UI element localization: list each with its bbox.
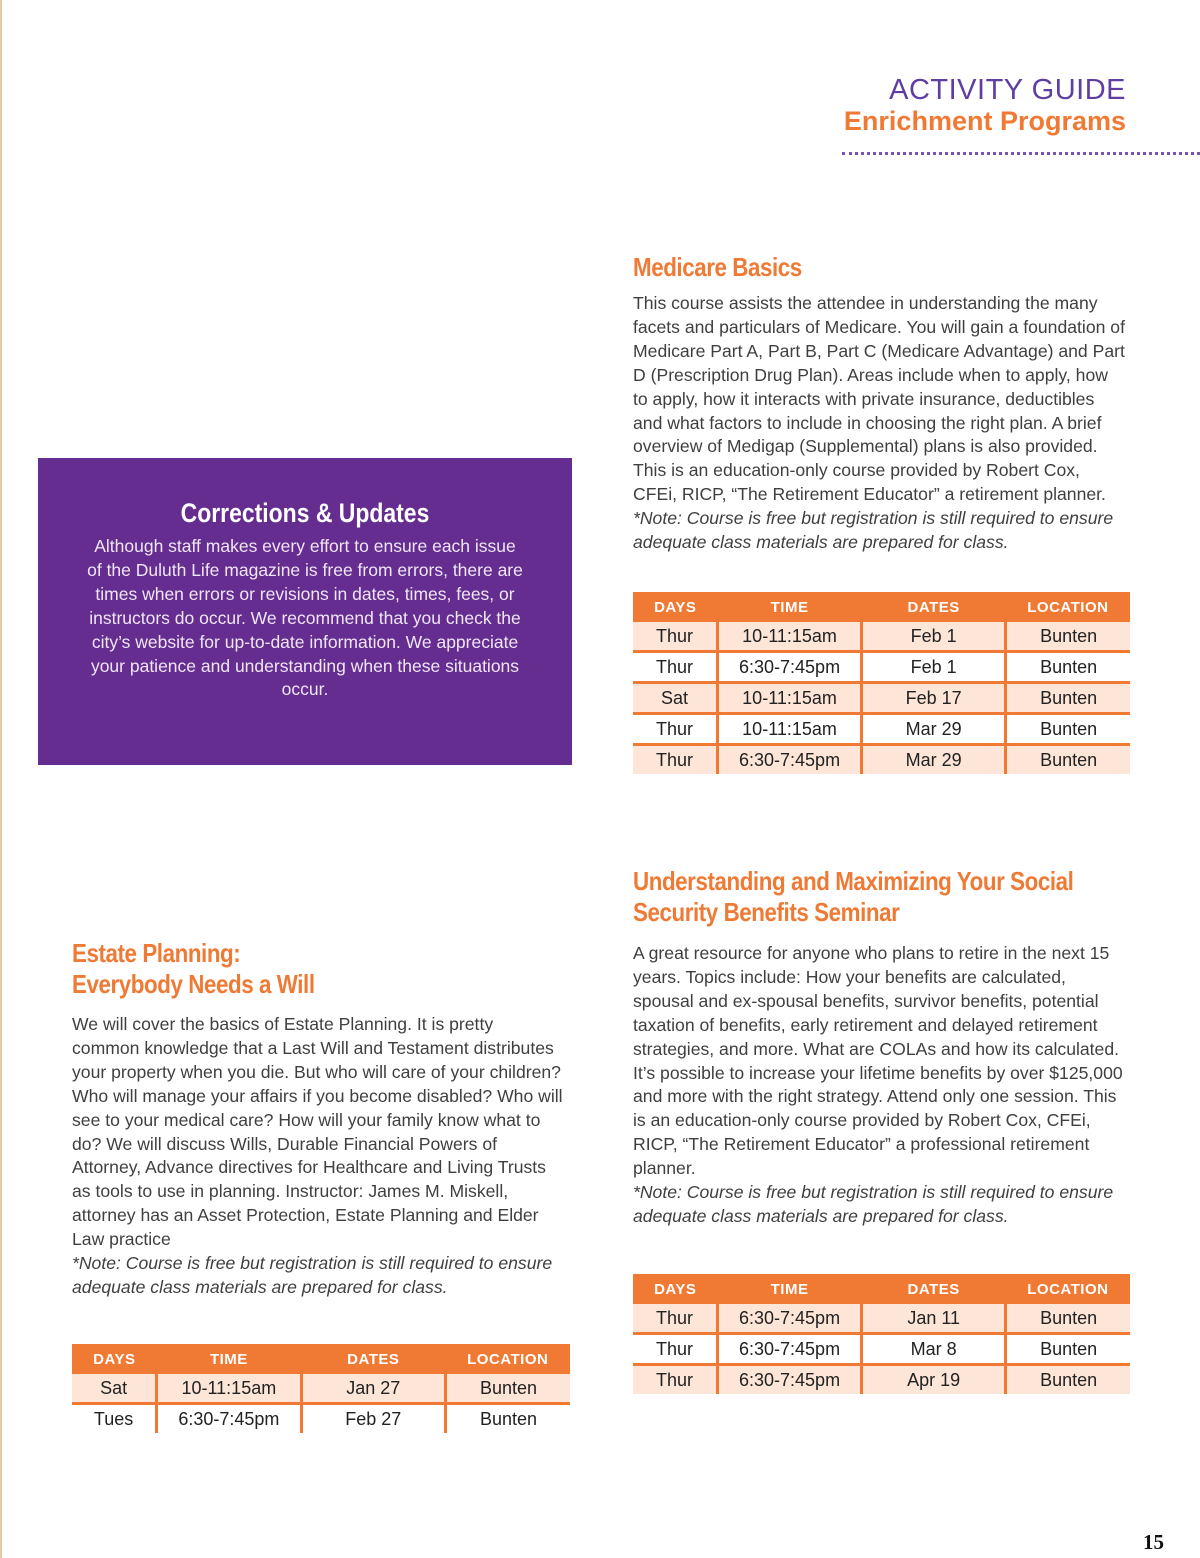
- table-cell: Bunten: [445, 1374, 570, 1404]
- social-security-body2: It’s possible to increase your lifetime benefits by over $125,000 and more with the right strategy. Attend only one session. This is an education-only course provided by Robert Cox, CFEi, RICP, “The Retirement Educator” a professional retirement planner.: [633, 1062, 1123, 1179]
- column-header: DATES: [862, 592, 1006, 622]
- table-cell: 6:30-7:45pm: [717, 1365, 861, 1395]
- medicare-description: [633, 292, 1125, 555]
- table-row: [72, 1404, 570, 1434]
- medicare-note: *Note: Course is free but registration is still required to ensure adequate class materials are prepared for class.: [633, 508, 1114, 553]
- header-divider: [842, 152, 1200, 155]
- social-security-schedule-table: [633, 1274, 1130, 1394]
- social-security-title-line2: Security Benefits Seminar: [633, 897, 900, 927]
- table-cell: 6:30-7:45pm: [717, 1304, 861, 1334]
- column-header: DAYS: [633, 592, 717, 622]
- table-cell: Thur: [633, 1365, 717, 1395]
- section-label: Enrichment Programs: [843, 106, 1126, 136]
- estate-description: [72, 1013, 564, 1300]
- column-header: DAYS: [633, 1274, 717, 1304]
- table-row: [633, 745, 1130, 775]
- table-cell: Apr 19: [862, 1365, 1006, 1395]
- column-header: DATES: [862, 1274, 1006, 1304]
- table-cell: Jan 27: [301, 1374, 445, 1404]
- column-header: TIME: [717, 592, 861, 622]
- social-security-title: [633, 866, 1073, 928]
- table-row: [633, 1365, 1130, 1395]
- table-cell: Mar 8: [862, 1334, 1006, 1365]
- column-header: DATES: [301, 1344, 445, 1374]
- table-header-row: [72, 1344, 570, 1374]
- table-cell: Sat: [633, 683, 717, 714]
- table-cell: Thur: [633, 622, 717, 652]
- medicare-body: This course assists the attendee in understanding the many facets and particulars of Medicare. You will gain a foundation of Medicare Part A, Part B, Part C (Medicare Advantage) and Part D (Prescription Drug Plan). Areas include when to apply, how to apply, how it interacts with private insurance, deductibles and what factors to include in choosing the right plan. A brief overview of Medigap (Supplemental) plans is also provided. This is an education-only course provided by Robert Cox, CFEi, RICP, “The Retirement Educator” a retirement planner.: [633, 293, 1125, 505]
- corrections-title: Corrections & Updates: [180, 498, 430, 528]
- social-security-description: [633, 942, 1125, 1229]
- social-security-note: *Note: Course is free but registration is still required to ensure adequate class materials are prepared for class.: [633, 1182, 1114, 1226]
- table-cell: Bunten: [1006, 1365, 1130, 1395]
- table-cell: Bunten: [1006, 652, 1130, 683]
- table-cell: Mar 29: [862, 745, 1006, 775]
- table-cell: Bunten: [1006, 622, 1130, 652]
- table-cell: Feb 1: [862, 652, 1006, 683]
- table-cell: 10-11:15am: [717, 683, 861, 714]
- social-security-title-line1: Understanding and Maximizing Your Social: [633, 866, 1074, 896]
- table-row: [72, 1374, 570, 1404]
- column-header: TIME: [717, 1274, 861, 1304]
- table-cell: Mar 29: [862, 714, 1006, 745]
- table-cell: Bunten: [1006, 1334, 1130, 1365]
- table-cell: Thur: [633, 745, 717, 775]
- table-cell: Bunten: [1006, 745, 1130, 775]
- corrections-text: Although staff makes every effort to ensure each issue of the Duluth Life magazine is free from errors, there are times when errors or revisions in dates, times, fees, or instructors do occur. We recommend that you check the city’s website for up-to-date information. We appreciate your patience and understanding when these situations occur.: [87, 536, 523, 700]
- estate-schedule-table: [72, 1344, 570, 1433]
- table-header-row: [633, 592, 1130, 622]
- table-cell: Bunten: [1006, 1304, 1130, 1334]
- page-edge: [0, 0, 2, 1558]
- corrections-box: [38, 458, 572, 765]
- medicare-title: Medicare Basics: [633, 252, 802, 282]
- table-cell: 6:30-7:45pm: [157, 1404, 301, 1434]
- table-cell: Thur: [633, 652, 717, 683]
- column-header: LOCATION: [445, 1344, 570, 1374]
- table-cell: 10-11:15am: [717, 622, 861, 652]
- estate-body: We will cover the basics of Estate Planning. It is pretty common knowledge that a Last Will and Testament distributes your property when you die. But who will care of your children? Who will manage your affairs if you become disabled? Who will see to your medical care? How will your family know what to do? We will discuss Wills, Durable Financial Powers of Attorney, Advance directives for Healthcare and Living Trusts as tools to use in planning. Instructor: James M. Miskell, attorney has an Asset Protection, Estate Planning and Elder Law practice: [72, 1014, 563, 1250]
- table-cell: Thur: [633, 1304, 717, 1334]
- table-cell: Thur: [633, 1334, 717, 1365]
- table-cell: Thur: [633, 714, 717, 745]
- estate-title-line1: Estate Planning:: [72, 938, 241, 968]
- medicare-schedule-table: [633, 592, 1130, 774]
- table-cell: 10-11:15am: [157, 1374, 301, 1404]
- social-security-body1: A great resource for anyone who plans to retire in the next 15 years. Topics include: How your benefits are calculated, spousal and ex-spousal benefits, survivor benefits, potential taxation of benefits, early retirement and delayed retirement strategies, and more. What are COLAs and how its calculated.: [633, 943, 1120, 1059]
- guide-label: ACTIVITY GUIDE: [889, 74, 1126, 106]
- table-cell: Jan 11: [862, 1304, 1006, 1334]
- estate-title-line2: Everybody Needs a Will: [72, 969, 315, 999]
- table-cell: Tues: [93, 1408, 134, 1429]
- column-header: LOCATION: [1006, 592, 1130, 622]
- table-cell: Bunten: [1006, 683, 1130, 714]
- table-cell: Sat: [72, 1374, 157, 1404]
- table-cell: 6:30-7:45pm: [717, 652, 861, 683]
- table-row: [633, 622, 1130, 652]
- table-header-row: [633, 1274, 1130, 1304]
- column-header: TIME: [157, 1344, 301, 1374]
- estate-title: [72, 938, 315, 1000]
- table-cell: 6:30-7:45pm: [717, 1334, 861, 1365]
- estate-note: *Note: Course is free but registration is still required to ensure adequate class materials are prepared for class.: [72, 1253, 553, 1297]
- table-cell: Bunten: [1006, 714, 1130, 745]
- page-number: 15: [1143, 1530, 1164, 1554]
- table-cell: 6:30-7:45pm: [717, 745, 861, 775]
- table-row: [633, 683, 1130, 714]
- table-cell: Feb 1: [862, 622, 1006, 652]
- column-header: DAYS: [72, 1344, 157, 1374]
- table-row: [633, 1334, 1130, 1365]
- table-cell: Bunten: [445, 1404, 570, 1434]
- table-row: [633, 714, 1130, 745]
- table-row: [633, 652, 1130, 683]
- column-header: LOCATION: [1006, 1274, 1130, 1304]
- table-cell: Feb 27: [301, 1404, 445, 1434]
- table-row: [633, 1304, 1130, 1334]
- table-cell: Feb 17: [862, 683, 1006, 714]
- table-cell: 10-11:15am: [717, 714, 861, 745]
